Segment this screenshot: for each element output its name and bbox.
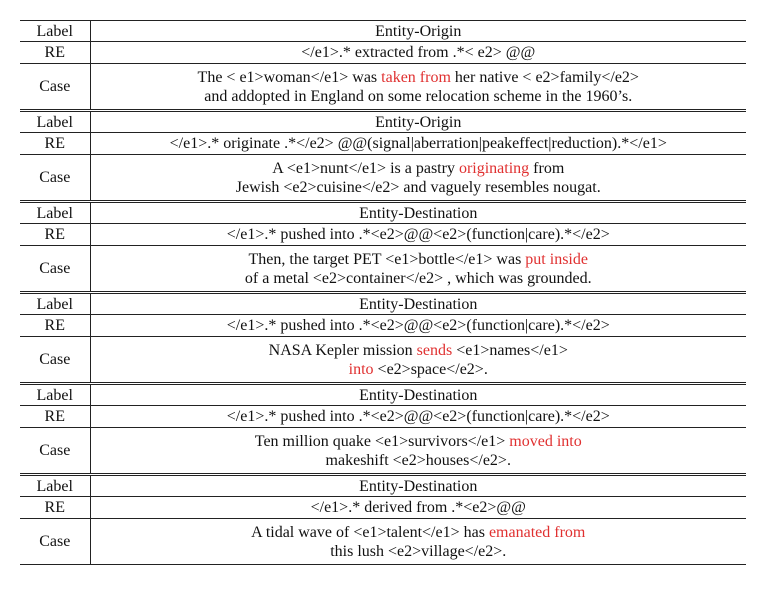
- case-header: Case: [20, 64, 90, 110]
- case-text: NASA Kepler mission: [268, 341, 417, 359]
- case-text: this lush <e2>village</e2>.: [330, 542, 507, 560]
- case-line: [91, 68, 747, 87]
- re-value: </e1>.* derived from .*<e2>@@: [90, 497, 746, 519]
- re-header: RE: [20, 315, 90, 337]
- re-value: </e1>.* originate .*</e2> @@(signal|aberration|peakeffect|reduction).*</e1>: [90, 133, 746, 155]
- trigger-phrase: taken from: [381, 68, 451, 86]
- re-value: </e1>.* pushed into .*<e2>@@<e2>(function|care).*</e2>: [90, 315, 746, 337]
- re-value: </e1>.* pushed into .*<e2>@@<e2>(function|care).*</e2>: [90, 406, 746, 428]
- table-block: [20, 20, 746, 109]
- trigger-phrase: into: [348, 360, 374, 378]
- trigger-phrase: moved into: [509, 432, 582, 450]
- case-header: Case: [20, 428, 90, 474]
- case-sentence: [90, 155, 746, 201]
- relation-case-tables: [20, 20, 746, 565]
- table-block: [20, 473, 746, 565]
- label-value: Entity-Destination: [359, 386, 478, 404]
- case-row: [20, 155, 746, 201]
- case-header: Case: [20, 155, 90, 201]
- label-header: Label: [20, 476, 90, 497]
- case-line: [91, 159, 747, 178]
- case-sentence: [90, 64, 746, 110]
- re-header: RE: [20, 497, 90, 519]
- case-text: <e1>names</e1>: [452, 341, 568, 359]
- case-text: from: [529, 159, 565, 177]
- trigger-phrase: emanated from: [488, 523, 586, 541]
- case-header: Case: [20, 519, 90, 565]
- case-row: [20, 519, 746, 565]
- case-header: Case: [20, 337, 90, 383]
- label-row: [20, 21, 746, 42]
- table-block: [20, 109, 746, 200]
- case-row: [20, 246, 746, 292]
- case-sentence: [90, 428, 746, 474]
- label-row: [20, 476, 746, 497]
- case-line: [91, 250, 747, 269]
- case-text: Then, the target PET <e1>bottle</e1> was: [248, 250, 526, 268]
- label-value: Entity-Destination: [359, 477, 478, 495]
- trigger-phrase: sends: [416, 341, 453, 359]
- case-text: her native < e2>family</e2>: [450, 68, 639, 86]
- re-header: RE: [20, 406, 90, 428]
- label-row: [20, 294, 746, 315]
- re-row: [20, 42, 746, 64]
- case-line: [91, 523, 747, 542]
- case-line: [91, 269, 747, 288]
- case-table: [20, 385, 746, 473]
- case-text: The < e1>woman</e1> was: [197, 68, 382, 86]
- case-table: [20, 476, 746, 564]
- re-value: </e1>.* pushed into .*<e2>@@<e2>(function|care).*</e2>: [90, 224, 746, 246]
- label-row: [20, 112, 746, 133]
- label-header: Label: [20, 112, 90, 133]
- case-text: Ten million quake <e1>survivors</e1>: [254, 432, 510, 450]
- case-text: <e2>space</e2>.: [373, 360, 488, 378]
- re-row: [20, 315, 746, 337]
- case-line: [91, 341, 747, 360]
- case-text: and addopted in England on some relocation scheme in the 1960’s.: [204, 87, 633, 105]
- label-value: Entity-Destination: [359, 295, 478, 313]
- table-block: [20, 382, 746, 473]
- table-block: [20, 200, 746, 291]
- label-header: Label: [20, 294, 90, 315]
- case-text: A <e1>nunt</e1> is a pastry: [272, 159, 459, 177]
- re-header: RE: [20, 133, 90, 155]
- case-row: [20, 428, 746, 474]
- case-line: [91, 360, 747, 379]
- case-text: Jewish <e2>cuisine</e2> and vaguely resembles nougat.: [235, 178, 601, 196]
- re-row: [20, 133, 746, 155]
- case-line: [91, 87, 747, 106]
- label-value: Entity-Origin: [375, 113, 462, 131]
- case-text: makeshift <e2>houses</e2>.: [325, 451, 511, 469]
- label-row: [20, 203, 746, 224]
- re-header: RE: [20, 42, 90, 64]
- case-sentence: [90, 519, 746, 565]
- label-value: Entity-Destination: [359, 204, 478, 222]
- case-sentence: [90, 337, 746, 383]
- case-table: [20, 21, 746, 109]
- re-row: [20, 406, 746, 428]
- case-header: Case: [20, 246, 90, 292]
- label-header: Label: [20, 385, 90, 406]
- re-value: </e1>.* extracted from .*< e2> @@: [90, 42, 746, 64]
- trigger-phrase: originating: [458, 159, 530, 177]
- case-text: of a metal <e2>container</e2> , which was grounded.: [244, 269, 592, 287]
- trigger-phrase: put inside: [525, 250, 588, 268]
- case-line: [91, 451, 747, 470]
- re-header: RE: [20, 224, 90, 246]
- case-text: A tidal wave of <e1>talent</e1> has: [251, 523, 489, 541]
- label-value: Entity-Origin: [375, 22, 462, 40]
- label-header: Label: [20, 21, 90, 42]
- case-row: [20, 64, 746, 110]
- label-row: [20, 385, 746, 406]
- case-table: [20, 203, 746, 291]
- case-table: [20, 112, 746, 200]
- case-row: [20, 337, 746, 383]
- case-sentence: [90, 246, 746, 292]
- case-line: [91, 432, 747, 451]
- re-row: [20, 224, 746, 246]
- case-line: [91, 178, 747, 197]
- case-line: [91, 542, 747, 561]
- case-table: [20, 294, 746, 382]
- table-block: [20, 291, 746, 382]
- re-row: [20, 497, 746, 519]
- label-header: Label: [20, 203, 90, 224]
